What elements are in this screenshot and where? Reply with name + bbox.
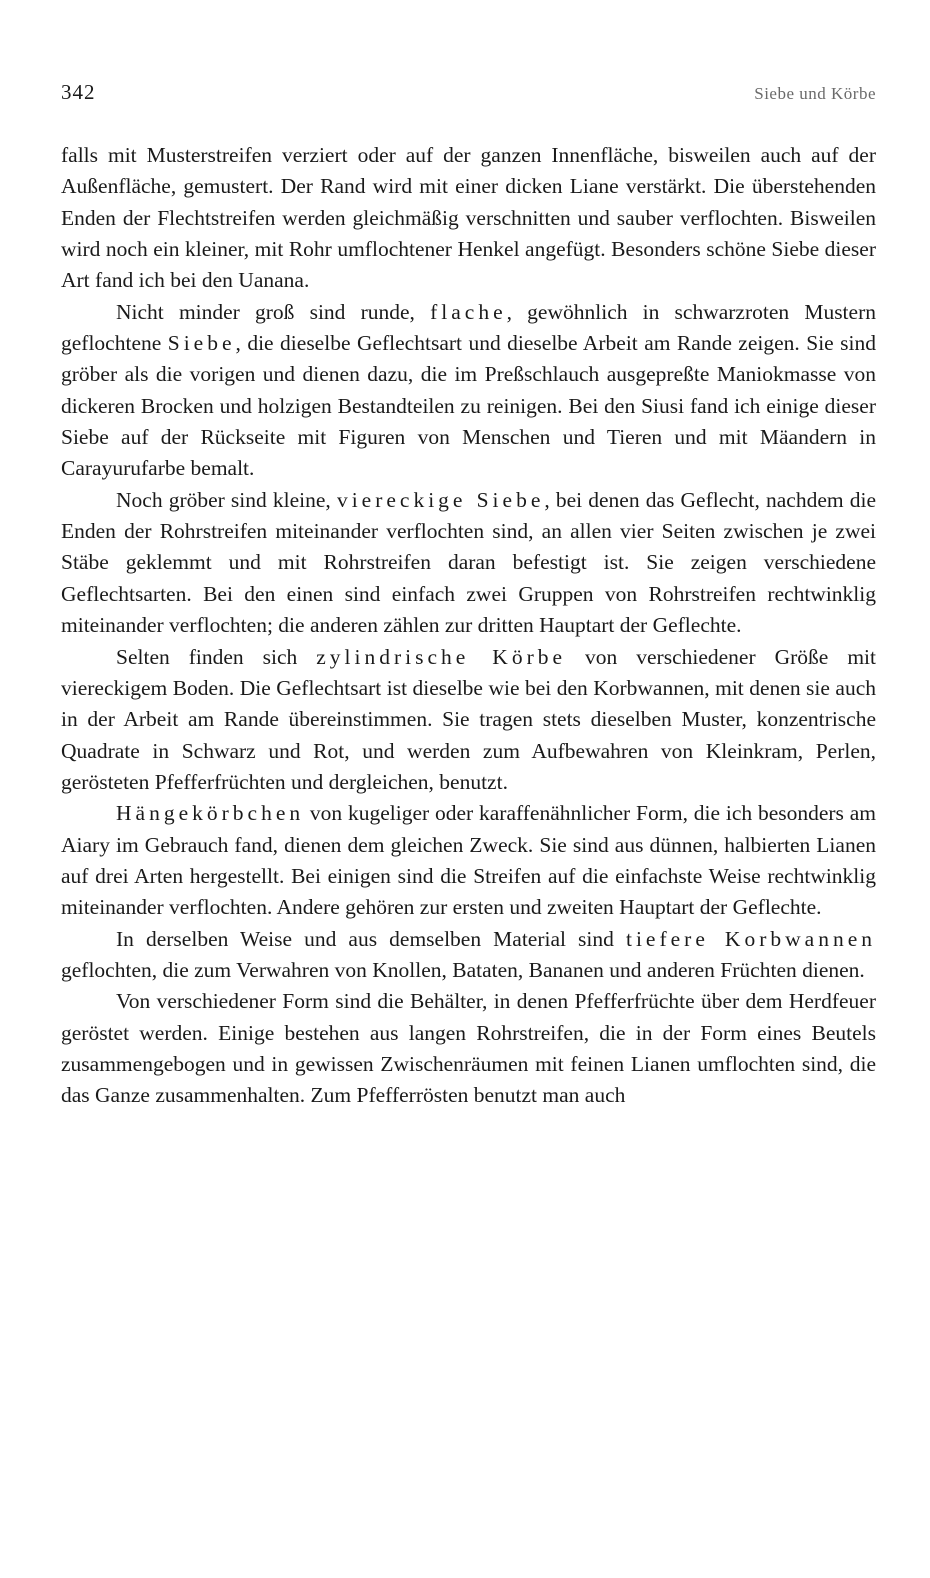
text-segment: Von verschiedener Form sind die Behälter, in denen Pfefferfrüchte über dem Herdfeuer geröstet werden. Einige bestehen aus langen Rohrstreifen, die in der Form eines Beutels zusammengebogen und in gewissen Zwischenräumen mit feinen Lianen umflochten sind, die das Ganze zusammenhalten. Zum Pfefferrösten benutzt man auch bbox=[61, 989, 876, 1108]
paragraph bbox=[61, 924, 876, 987]
text-segment: Nicht minder groß sind runde, bbox=[116, 299, 431, 324]
text-segment: von kugeliger oder karaffenähnlicher Form, die ich besonders am Aiary im Gebrauch fand, dienen dem gleichen Zweck. Sie sind aus dünnen, halbierten Lianen auf drei Arten hergestellt. Bei einigen sind die Streifen auf die einfachste Weise rechtwinklig miteinander verflochten. Andere gehören zur ersten und zweiten Hauptart der Geflechte. bbox=[61, 801, 876, 920]
emphasized-term: zylindrische Körbe bbox=[316, 644, 567, 669]
emphasized-term: Hängekörbchen bbox=[116, 801, 305, 826]
emphasized-term: tiefere Korbwannen bbox=[625, 926, 876, 951]
emphasized-term: flache bbox=[430, 299, 507, 324]
body-text bbox=[61, 140, 876, 1112]
paragraph bbox=[61, 140, 876, 297]
paragraph bbox=[61, 485, 876, 642]
emphasized-term: Siebe bbox=[167, 331, 236, 356]
text-segment: , gewöhnlich in schwarzroten Mustern geflochtene bbox=[61, 299, 876, 356]
text-segment: , bei denen das Geflecht, nachdem die Enden der Rohrstreifen miteinander verflochten sind, an allen vier Seiten zwischen je zwei Stäbe geklemmt und mit Rohrstreifen daran befestigt ist. Sie zeigen verschiedene Geflechtsarten. Bei den einen sind einfach zwei Gruppen von Rohrstreifen rechtwinklig miteinander verflochten; die anderen zählen zur dritten Hauptart der Geflechte. bbox=[61, 487, 876, 638]
text-segment: geflochten, die zum Verwahren von Knollen, Bataten, Bananen und anderen Früchten dienen. bbox=[61, 957, 865, 982]
text-segment: von verschiedener Größe mit viereckigem Boden. Die Geflechtsart ist dieselbe wie bei den Korbwannen, mit denen sie auch in der Arbeit am Rande übereinstimmen. Sie tragen stets dieselben Muster, konzentrische Quadrate in Schwarz und Rot, und werden zum Aufbewahren von Kleinkram, Perlen, gerösteten Pfefferfrüchten und dergleichen, benutzt. bbox=[61, 644, 876, 794]
running-head: Siebe und Körbe bbox=[754, 84, 876, 103]
page-header bbox=[61, 80, 876, 120]
text-segment: , die dieselbe Geflechtsart und dieselbe Arbeit am Rande zeigen. Sie sind gröber als die vorigen und dienen dazu, die im Preßschlauch ausgepreßte Maniokmasse von dickeren Brocken und holzigen Bestandteilen zu reinigen. Bei den Siusi fand ich einige dieser Siebe auf der Rückseite mit Figuren von Menschen und Tieren und mit Mäandern in Carayurufarbe bemalt. bbox=[61, 331, 876, 481]
text-segment: In derselben Weise und aus demselben Material sind bbox=[116, 926, 626, 951]
text-segment: Noch gröber sind kleine, bbox=[116, 487, 337, 512]
page bbox=[61, 80, 876, 1112]
page-number: 342 bbox=[61, 80, 96, 104]
paragraph bbox=[61, 798, 876, 923]
paragraph bbox=[61, 642, 876, 799]
paragraph bbox=[61, 297, 876, 485]
paragraph bbox=[61, 986, 876, 1111]
text-segment: Selten finden sich bbox=[116, 644, 317, 669]
text-segment: falls mit Musterstreifen verziert oder auf der ganzen Innenfläche, bisweilen auch auf der Außenfläche, gemustert. Der Rand wird mit einer dicken Liane verstärkt. Die überstehenden Enden der Flechtstreifen werden gleichmäßig verschnitten und sauber verflochten. Bisweilen wird noch ein kleiner, mit Rohr umflochtener Henkel angefügt. Besonders schöne Siebe dieser Art fand ich bei den Uanana. bbox=[61, 143, 876, 293]
emphasized-term: viereckige Siebe bbox=[336, 487, 545, 512]
